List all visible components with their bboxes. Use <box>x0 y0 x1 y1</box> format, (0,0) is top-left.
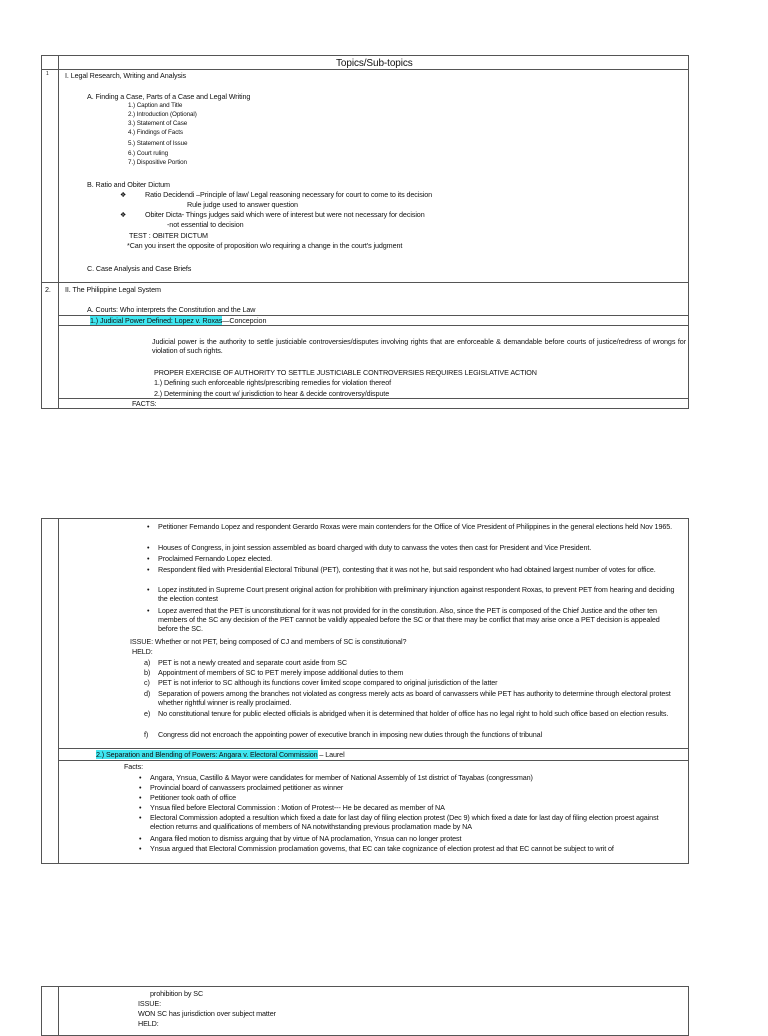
fact-item: • Angara, Ynsua, Castillo & Mayor were candidates for member of National Assembly of 1st district of Tayabas (congressman) <box>150 773 533 782</box>
held-key: e) <box>144 709 151 718</box>
subtopic-heading: B. Ratio and Obiter Dictum <box>87 180 170 189</box>
subtopic-heading: A. Courts: Who interprets the Constitution and the Law <box>87 305 256 314</box>
definition-text: -not essential to decision <box>167 220 244 229</box>
definition-text: Ratio Decidendi –Principle of law/ Legal reasoning necessary for court to come to its decision <box>145 190 433 199</box>
diamond-bullet-icon: ❖ <box>120 190 127 199</box>
held-label: HELD: <box>138 1019 159 1028</box>
fact-item: • Respondent filed with Presidential Electoral Tribunal (PET), contesting that it was not he, but said respondent who had obtained largest number of votes for office. <box>158 565 678 574</box>
held-item: PET is not a newly created and separate court aside from SC <box>158 658 347 667</box>
subtopic-heading: A. Finding a Case, Parts of a Case and Legal Writing <box>87 92 251 101</box>
held-key: d) <box>144 689 151 698</box>
number-column <box>42 56 59 408</box>
fact-item: • Provincial board of canvassers proclaimed petitioner as winner <box>150 783 343 792</box>
definition-text: Obiter Dicta- Things judges said which were of interest but were not necessary for decision <box>145 210 425 219</box>
list-item: 4.) Findings of Facts <box>128 129 183 136</box>
list-item: 2.) Determining the court w/ jurisdiction to hear & decide controversy/dispute <box>154 389 390 398</box>
highlighted-case-title: 2.) Separation and Blending of Powers: Angara v. Electoral Commission <box>96 750 318 759</box>
fact-item: • Petitioner took oath of office <box>150 793 236 802</box>
row-divider <box>58 325 688 326</box>
highlighted-case-title: 1.) Judicial Power Defined: Lopez v. Roxas <box>90 316 223 325</box>
issue-text: WON SC has jurisdiction over subject matter <box>138 1009 276 1018</box>
row-divider <box>58 748 688 749</box>
held-item: Appointment of members of SC to PET merely impose additional duties to them <box>158 668 404 677</box>
fact-item: • Electoral Commission adopted a resultion which fixed a date for last day of filing election protest (Dec 9) which fixed a date for last day of filing election proest against election returns and qualifications of members of NA notwithstanding previous proclamation made by NA <box>150 813 678 831</box>
list-item: 3.) Statement of Case <box>128 120 188 127</box>
proper-exercise-heading: PROPER EXERCISE OF AUTHORITY TO SETTLE JUSTICIABLE CONTROVERSIES REQUIRES LEGISLATIVE ACTION <box>154 368 537 377</box>
list-item: 7.) Dispositive Portion <box>128 159 187 166</box>
outline-table-page2 <box>41 518 689 864</box>
row-number: 1 <box>46 71 49 77</box>
subtopic-heading: C. Case Analysis and Case Briefs <box>87 264 192 273</box>
fact-item: • Lopez instituted in Supreme Court present original action for prohibition with preliminary injunction against respondent Roxas, to prevent PET from hearing and deciding the election contest <box>158 585 678 603</box>
held-item: Congress did not encroach the appointing power of executive branch in imposing new duties through the functions of tribunal <box>158 730 543 739</box>
case-author: —Concepcion <box>222 316 267 325</box>
number-column <box>42 519 59 863</box>
held-item: No constitutional tenure for public elected officials is abridged when it is determined that holder of office has no legal right to hold such office based on election results. <box>158 709 669 718</box>
issue-label: ISSUE: <box>138 999 161 1008</box>
list-item: 1.) Caption and Title <box>128 102 183 109</box>
outline-table-page3 <box>41 986 689 1036</box>
list-item: 6.) Court ruling <box>128 150 169 157</box>
case-title <box>90 316 266 325</box>
fact-item: • Ynsua filed before Electoral Commission : Motion of Protest--- He be decared as member of NA <box>150 803 445 812</box>
number-column <box>42 987 59 1035</box>
held-key: c) <box>144 678 150 687</box>
diamond-bullet-icon: ❖ <box>120 210 127 219</box>
test-heading: TEST : OBITER DICTUM <box>129 231 208 240</box>
row-divider <box>42 282 688 283</box>
held-key: a) <box>144 658 151 667</box>
held-item: PET is not inferior to SC although its functions cover limited scope compared to original jurisdiction of the latter <box>158 678 498 687</box>
table-header: Topics/Sub-topics <box>336 58 413 69</box>
case-title <box>96 750 345 759</box>
row-number: 2. <box>45 285 51 294</box>
case-author: – Laurel <box>317 750 345 759</box>
test-question: *Can you insert the opposite of proposition w/o requiring a change in the court's judgment <box>127 241 403 250</box>
fact-item: • Angara filed motion to dismiss arguing that by virtue of NA proclamation, Ynsua can no longer protest <box>150 834 461 843</box>
list-item: 5.) Statement of Issue <box>128 140 188 147</box>
topic-heading: I. Legal Research, Writing and Analysis <box>65 71 187 80</box>
facts-label: FACTS: <box>132 399 157 408</box>
held-item: Separation of powers among the branches not violated as congress merely acts as board of canvassers while PET has authority to determine through electoral protest whether rightful winner is really proclaimed. <box>158 689 671 707</box>
continued-text: prohibition by SC <box>150 989 204 998</box>
issue-text: ISSUE: Whether or not PET, being composed of CJ and members of SC is constitutional? <box>130 637 407 646</box>
held-label: HELD: <box>132 647 153 656</box>
facts-label: Facts: <box>124 762 143 771</box>
header-divider <box>42 69 688 70</box>
fact-item: • Houses of Congress, in joint session assembled as board charged with duty to canvass the votes then cast for President and Vice President. <box>158 543 678 552</box>
fact-item: • Proclaimed Fernando Lopez elected. <box>158 554 678 563</box>
list-item: 2.) Introduction (Optional) <box>128 111 197 118</box>
list-item: 1.) Defining such enforceable rights/prescribing remedies for violation thereof <box>154 378 392 387</box>
fact-item: • Lopez averred that the PET is unconstitutional for it was not provided for in the constitution. Also, since the PET is composed of the Chief Justice and the other ten members of the SC any decision of the PET cannot be validly appealed before the SC or that there may be conflict that may arise once a PET decision is appealed before the SC. <box>158 606 678 633</box>
row-divider <box>58 760 688 761</box>
outline-table-page1 <box>41 55 689 409</box>
held-key: b) <box>144 668 151 677</box>
fact-item: • Petitioner Fernando Lopez and respondent Gerardo Roxas were main contenders for the Office of Vice President of Philippines in the general elections held Nov 1965. <box>158 522 678 531</box>
fact-item: • Ynsua argued that Electoral Commission proclamation governs, that EC can take cognizance of election protest ad that EC cannot be subject to writ of <box>150 844 614 853</box>
definition-text: Rule judge used to answer question <box>187 200 298 209</box>
held-key: f) <box>144 730 149 739</box>
judicial-power-definition: Judicial power is the authority to settle justiciable controversies/disputes involving rights that are enforceable & demandable before courts of justice/redress of wrongs for violation of such rights. <box>152 337 686 355</box>
topic-heading: II. The Philippine Legal System <box>65 285 161 294</box>
